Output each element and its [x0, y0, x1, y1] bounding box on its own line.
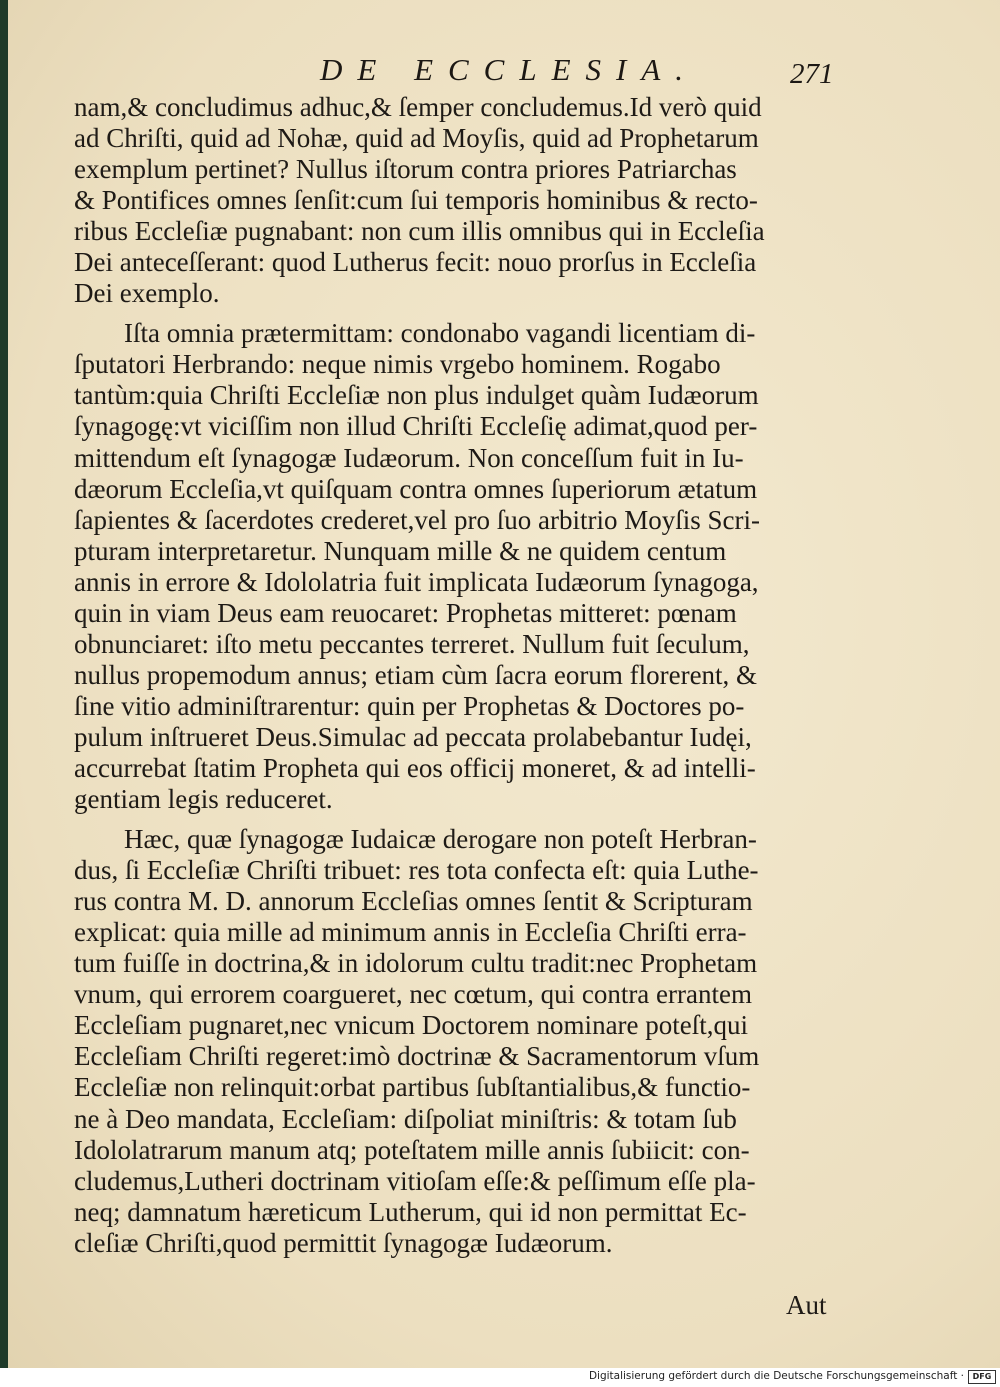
- text-line: exemplum pertinet? Nullus iſtorum contra priores Patriarchas: [74, 154, 737, 185]
- scan-edge: [0, 0, 8, 1368]
- paragraph: [74, 824, 844, 1259]
- text-line: accurrebat ſtatim Propheta qui eos officij moneret, & ad intelli-: [74, 752, 756, 783]
- paragraph: [74, 318, 844, 815]
- text-line: ſapientes & ſacerdotes crederet,vel pro ſuo arbitrio Moyſis Scri-: [74, 504, 761, 535]
- text-line: Eccleſiam pugnaret,nec vnicum Doctorem nominare poteſt,qui: [74, 1010, 749, 1041]
- text-line: vnum, qui errorem coargueret, nec cœtum, qui contra errantem: [74, 979, 752, 1010]
- text-line: neq; damnatum hæreticum Lutherum, qui id non permittat Ec-: [74, 1196, 747, 1227]
- text-line: dus, ſi Eccleſiæ Chriſti tribuet: res tota confecta eſt: quia Luthe-: [74, 855, 759, 886]
- text-line: dæorum Eccleſia,vt quiſquam contra omnes ſuperiorum ætatum: [74, 473, 758, 504]
- text-line: quin in viam Deus eam reuocaret: Prophetas mitteret: pœnam: [74, 597, 737, 628]
- text-line: Dei exemplo.: [74, 278, 220, 309]
- text-line: mittendum eſt ſynagogæ Iudæorum. Non conceſſum fuit in Iu-: [74, 442, 744, 473]
- text-line: Idololatrarum manum atq; poteſtatem mille annis ſubiicit: con-: [74, 1134, 750, 1165]
- text-line: obnunciaret: iſto metu peccantes terreret. Nullum fuit ſeculum,: [74, 628, 750, 659]
- text-line: cleſiæ Chriſti,quod permittit ſynagogæ Iudæorum.: [74, 1227, 613, 1258]
- paragraph: [74, 92, 844, 309]
- text-line: gentiam legis reduceret.: [74, 784, 333, 815]
- text-line: ſynagogę:vt viciſſim non illud Chriſti Eccleſię adimat,quod per-: [74, 411, 758, 442]
- text-line: ne à Deo mandata, Eccleſiam: diſpoliat miniſtris: & totam ſub: [74, 1103, 737, 1134]
- running-head-title: DE ECCLESIA.: [320, 52, 699, 87]
- text-line: rus contra M. D. annorum Eccleſias omnes ſentit & Scripturam: [74, 886, 753, 917]
- book-page: [8, 0, 1000, 1368]
- text-line: nam,& concludimus adhuc,& ſemper concludemus.Id verò quid: [74, 92, 762, 122]
- text-line: tantùm:quia Chriſti Eccleſiæ non plus indulget quàm Iudæorum: [74, 380, 759, 411]
- text-line: Hæc, quæ ſynagogæ Iudaicæ derogare non poteſt Herbran-: [124, 824, 757, 855]
- text-line: explicat: quia mille ad minimum annis in Eccleſia Chriſti erra-: [74, 917, 747, 948]
- running-head: [8, 52, 1000, 92]
- text-line: nullus propemodum annus; etiam cùm ſacra eorum florerent, &: [74, 659, 758, 690]
- text-line: cludemus,Lutheri doctrinam vitioſam eſſe:& peſſimum eſſe pla-: [74, 1165, 756, 1196]
- text-line: & Pontifices omnes ſenſit:cum ſui temporis hominibus & recto-: [74, 185, 758, 216]
- footer-bar: [0, 1368, 1000, 1387]
- text-line: annis in errore & Idololatria fuit implicata Iudæorum ſynagoga,: [74, 566, 759, 597]
- text-line: tum fuiſſe in doctrina,& in idolorum cultu tradit:nec Prophetam: [74, 948, 758, 979]
- dfg-logo-icon: DFG: [968, 1370, 996, 1384]
- text-line: ad Chriſti, quid ad Nohæ, quid ad Moyſis, quid ad Prophetarum: [74, 123, 759, 154]
- catchword: Aut: [786, 1290, 827, 1320]
- text-line: Iſta omnia prætermittam: condonabo vagandi licentiam di-: [124, 318, 756, 349]
- page-number: 271: [790, 58, 834, 90]
- text-line: ribus Eccleſiæ pugnabant: non cum illis omnibus qui in Eccleſia: [74, 216, 765, 247]
- funding-credit: Digitalisierung gefördert durch die Deutsche Forschungsgemeinschaft ·: [588, 1370, 964, 1382]
- text-line: Eccleſiæ non relinquit:orbat partibus ſubſtantialibus,& functio-: [74, 1072, 751, 1103]
- body-text: [74, 92, 844, 1268]
- text-line: Dei anteceſſerant: quod Lutherus fecit: nouo prorſus in Eccleſia: [74, 247, 757, 278]
- text-line: ſputatori Herbrando: neque nimis vrgebo hominem. Rogabo: [74, 349, 721, 380]
- text-line: pturam interpretaretur. Nunquam mille & ne quidem centum: [74, 535, 727, 566]
- text-line: Eccleſiam Chriſti regeret:imò doctrinæ & Sacramentorum vſum: [74, 1041, 760, 1072]
- text-line: pulum inſtrueret Deus.Simulac ad peccata prolabebantur Iudęi,: [74, 721, 752, 752]
- text-line: ſine vitio adminiſtrarentur: quin per Prophetas & Doctores po-: [74, 690, 745, 721]
